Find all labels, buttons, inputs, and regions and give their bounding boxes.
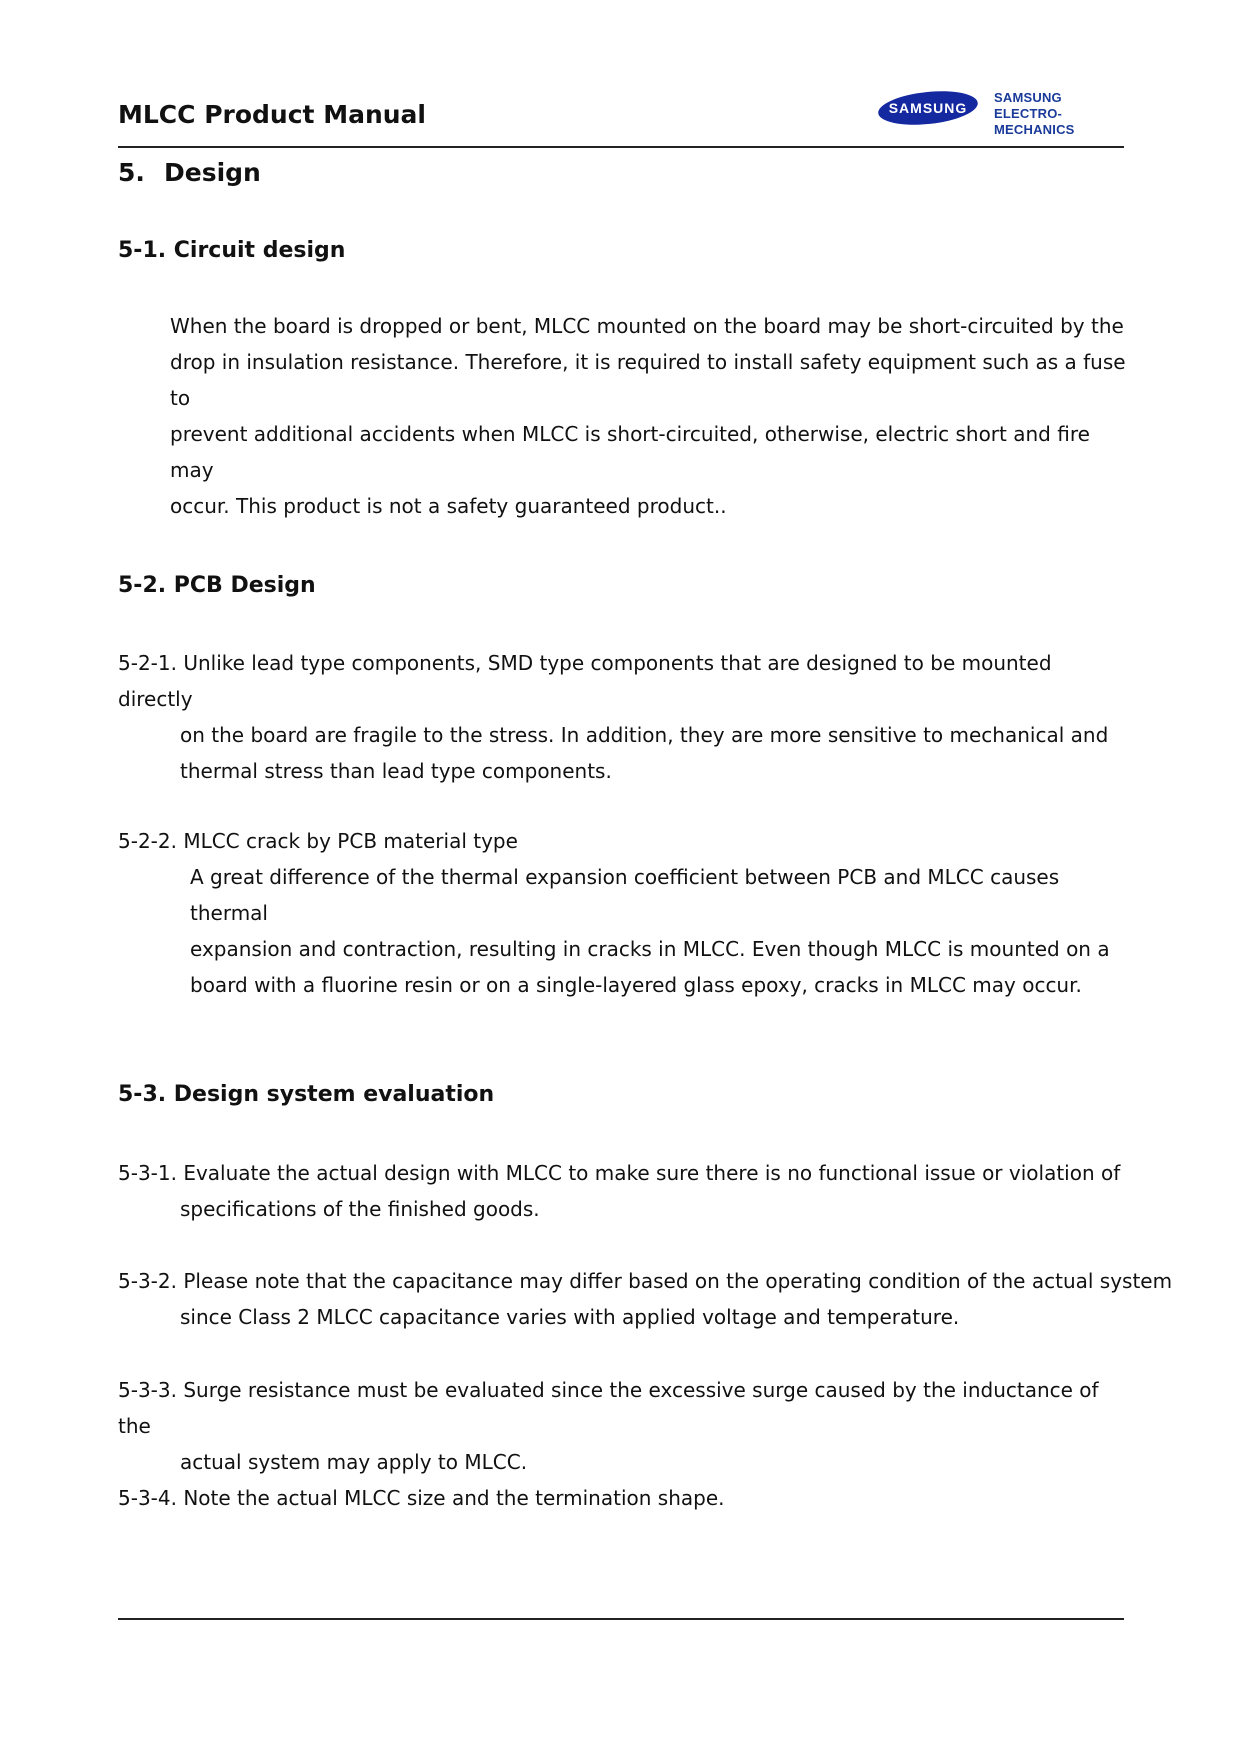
samsung-oval-logo-icon bbox=[876, 86, 980, 130]
item-first-line: 5-3-2. Please note that the capacitance may differ based on the operating condition of the actual system bbox=[118, 1269, 1173, 1293]
item-first-line: 5-2-1. Unlike lead type components, SMD type components that are designed to be mounted directly bbox=[118, 651, 1052, 711]
paragraph-line: occur. This product is not a safety guaranteed product.. bbox=[170, 494, 727, 518]
item-continuation bbox=[118, 717, 1128, 789]
item-continuation bbox=[118, 859, 1128, 1003]
pcb-item-5-2-1 bbox=[118, 645, 1128, 789]
pcb-design-heading: 5-2. PCB Design bbox=[118, 573, 316, 598]
evaluation-item-5-3-1 bbox=[118, 1155, 1128, 1227]
item-first-line: 5-3-3. Surge resistance must be evaluated since the excessive surge caused by the inductance of the bbox=[118, 1378, 1099, 1438]
evaluation-item-5-3-3 bbox=[118, 1372, 1128, 1480]
pcb-item-5-2-2 bbox=[118, 823, 1128, 1003]
paragraph-line: on the board are fragile to the stress. In addition, they are more sensitive to mechanical and bbox=[180, 723, 1109, 747]
circuit-design-paragraph bbox=[170, 308, 1130, 524]
footer-divider bbox=[118, 1618, 1124, 1620]
paragraph-line: prevent additional accidents when MLCC is short-circuited, otherwise, electric short and fire may bbox=[170, 422, 1090, 482]
header-divider bbox=[118, 146, 1124, 148]
logo-line-2: ELECTRO-MECHANICS bbox=[994, 106, 1075, 137]
section-title-text: Design bbox=[164, 158, 261, 187]
evaluation-item-5-3-4 bbox=[118, 1480, 1128, 1516]
paragraph-line: expansion and contraction, resulting in cracks in MLCC. Even though MLCC is mounted on a bbox=[190, 937, 1110, 961]
paragraph-line: When the board is dropped or bent, MLCC mounted on the board may be short-circuited by the bbox=[170, 314, 1124, 338]
item-first-line: 5-2-2. MLCC crack by PCB material type bbox=[118, 829, 518, 853]
document-title: MLCC Product Manual bbox=[118, 100, 426, 129]
section-title bbox=[118, 158, 261, 187]
samsung-logo bbox=[876, 86, 1128, 137]
paragraph-line: specifications of the finished goods. bbox=[180, 1197, 540, 1221]
item-first-line: 5-3-1. Evaluate the actual design with MLCC to make sure there is no functional issue or violation of bbox=[118, 1161, 1121, 1185]
design-evaluation-heading: 5-3. Design system evaluation bbox=[118, 1082, 495, 1107]
item-first-line: 5-3-4. Note the actual MLCC size and the termination shape. bbox=[118, 1486, 725, 1510]
evaluation-item-5-3-2 bbox=[118, 1263, 1173, 1335]
paragraph-line: board with a fluorine resin or on a single-layered glass epoxy, cracks in MLCC may occur. bbox=[190, 973, 1082, 997]
paragraph-line: actual system may apply to MLCC. bbox=[180, 1450, 528, 1474]
samsung-wordmark: SAMSUNG bbox=[888, 100, 968, 116]
section-number: 5. bbox=[118, 158, 145, 187]
paragraph-line: since Class 2 MLCC capacitance varies with applied voltage and temperature. bbox=[180, 1305, 960, 1329]
paragraph-line: thermal stress than lead type components. bbox=[180, 759, 612, 783]
logo-line-1: SAMSUNG bbox=[994, 90, 1062, 105]
paragraph-line: A great difference of the thermal expansion coefficient between PCB and MLCC causes thermal bbox=[190, 865, 1060, 925]
logo-company-name bbox=[994, 90, 1128, 138]
paragraph-line: drop in insulation resistance. Therefore, it is required to install safety equipment such as a fuse to bbox=[170, 350, 1126, 410]
circuit-design-heading: 5-1. Circuit design bbox=[118, 238, 346, 263]
